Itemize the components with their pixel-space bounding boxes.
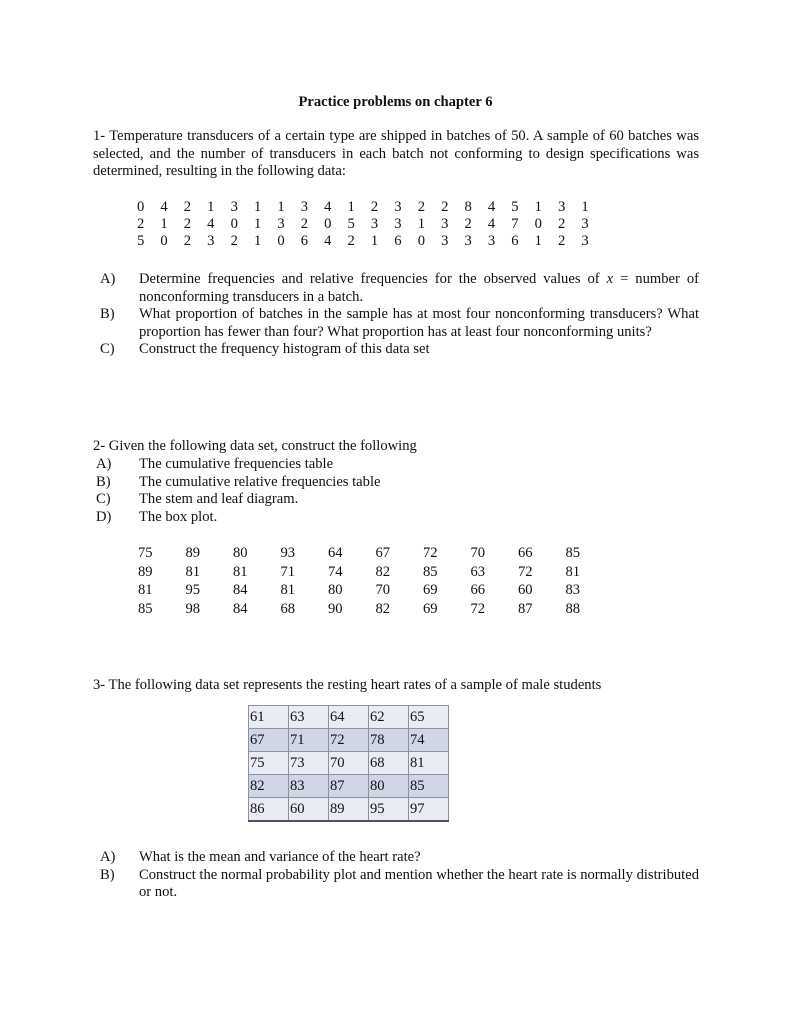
data-row xyxy=(138,544,613,563)
data-value: 3 xyxy=(230,199,238,215)
data-value: 2 xyxy=(230,233,238,249)
data-value: 3 xyxy=(441,233,449,249)
question-letter: C) xyxy=(100,341,115,358)
data-value: 70 xyxy=(470,545,486,561)
data-value: 4 xyxy=(324,233,332,249)
data-value: 2 xyxy=(137,216,145,232)
data-value: 5 xyxy=(137,233,145,249)
data-value: 89 xyxy=(185,545,201,561)
data-value: 98 xyxy=(185,600,201,617)
data-value: 0 xyxy=(534,216,542,232)
page-title: Practice problems on chapter 6 xyxy=(298,94,493,110)
data-value: 3 xyxy=(370,216,379,232)
table-cell: 83 xyxy=(289,775,329,798)
data-value: 90 xyxy=(328,600,343,617)
data-value: 81 xyxy=(138,582,153,599)
data-row xyxy=(138,600,613,619)
data-value: 4 xyxy=(324,199,332,215)
data-value: 1 xyxy=(160,216,168,232)
table-cell: 64 xyxy=(329,706,369,729)
question-letter: D) xyxy=(96,508,112,525)
problem-2-questions xyxy=(93,456,699,526)
data-row xyxy=(138,563,613,582)
question-letter: C) xyxy=(96,491,111,508)
data-value: 1 xyxy=(253,216,262,232)
table-cell: 70 xyxy=(329,752,369,775)
question-text: The cumulative relative frequencies table xyxy=(139,473,381,490)
data-value: 2 xyxy=(183,199,192,215)
data-value: 93 xyxy=(280,545,296,561)
data-value: 6 xyxy=(394,233,402,249)
table-cell: 82 xyxy=(249,775,289,798)
data-value: 87 xyxy=(518,600,533,617)
data-value: 83 xyxy=(565,582,581,599)
data-value: 82 xyxy=(375,600,391,617)
data-value: 81 xyxy=(280,582,296,599)
data-value: 2 xyxy=(464,216,472,232)
question-item xyxy=(93,474,699,492)
question-item xyxy=(93,456,699,474)
data-value: 81 xyxy=(185,563,201,580)
data-value: 60 xyxy=(518,582,533,599)
data-value: 81 xyxy=(233,563,248,580)
data-value: 3 xyxy=(207,233,215,249)
data-row xyxy=(138,581,613,600)
data-value: 64 xyxy=(328,545,343,561)
data-value: 8 xyxy=(464,199,472,215)
question-letter: B) xyxy=(100,866,115,883)
data-value: 80 xyxy=(328,582,343,599)
data-value: 69 xyxy=(423,600,438,617)
data-value: 67 xyxy=(375,545,391,561)
data-value: 2 xyxy=(300,216,309,232)
data-value: 4 xyxy=(207,216,215,232)
question-letter: A) xyxy=(96,456,112,472)
problem-1-data-grid xyxy=(137,199,605,250)
data-value: 68 xyxy=(280,600,296,617)
data-value: 3 xyxy=(441,216,449,232)
table-row xyxy=(249,752,449,775)
data-value: 2 xyxy=(558,233,566,249)
data-value: 80 xyxy=(233,545,248,561)
data-value: 2 xyxy=(417,199,425,215)
data-value: 63 xyxy=(470,563,486,580)
data-value: 3 xyxy=(394,216,402,232)
data-value: 95 xyxy=(185,582,201,599)
question-text xyxy=(139,271,699,306)
data-value: 88 xyxy=(565,600,581,617)
data-value: 2 xyxy=(558,216,566,232)
table-cell: 71 xyxy=(289,729,329,752)
data-value: 3 xyxy=(464,233,472,249)
table-row xyxy=(249,798,449,822)
problem-3-intro: 3- The following data set represents the resting heart rates of a sample of male students xyxy=(93,677,602,693)
problem-1-questions xyxy=(93,271,699,359)
question-text: What proportion of batches in the sample has at most four nonconforming transducers? What proportion has fewer than four? What proportion has at least four nonconforming units? xyxy=(139,306,699,340)
data-value: 3 xyxy=(581,233,589,249)
table-cell: 95 xyxy=(369,798,409,822)
data-value: 72 xyxy=(518,563,533,580)
table-cell: 72 xyxy=(329,729,369,752)
data-value: 1 xyxy=(370,233,379,249)
data-value: 2 xyxy=(370,199,379,215)
data-row xyxy=(137,216,605,233)
table-cell: 74 xyxy=(409,729,449,752)
data-value: 4 xyxy=(487,216,496,232)
question-letter: B) xyxy=(100,306,115,323)
data-value: 72 xyxy=(470,600,486,617)
data-row xyxy=(137,199,605,216)
table-cell: 67 xyxy=(249,729,289,752)
data-row xyxy=(137,233,605,250)
question-item xyxy=(93,306,699,341)
question-text: The cumulative frequencies table xyxy=(139,456,334,472)
data-value: 5 xyxy=(347,216,355,232)
data-value: 7 xyxy=(511,216,519,232)
data-value: 3 xyxy=(581,216,589,232)
question-item xyxy=(93,509,699,527)
table-row xyxy=(249,706,449,729)
data-value: 66 xyxy=(518,545,533,561)
data-value: 6 xyxy=(511,233,519,249)
table-row xyxy=(249,729,449,752)
data-value: 0 xyxy=(324,216,332,232)
data-value: 1 xyxy=(534,199,542,215)
table-row xyxy=(249,775,449,798)
data-value: 2 xyxy=(347,233,355,249)
data-value: 0 xyxy=(417,233,425,249)
data-value: 85 xyxy=(138,600,153,617)
data-value: 4 xyxy=(160,199,168,215)
question-item xyxy=(93,271,699,306)
problem-2-intro: 2- Given the following data set, construct the following xyxy=(93,438,417,454)
problem-3-questions xyxy=(93,849,699,902)
table-cell: 80 xyxy=(369,775,409,798)
table-cell: 78 xyxy=(369,729,409,752)
question-letter: B) xyxy=(96,473,111,490)
data-value: 72 xyxy=(423,545,438,561)
question-text: The box plot. xyxy=(139,508,218,525)
data-value: 1 xyxy=(581,199,589,215)
data-value: 3 xyxy=(300,199,309,215)
data-value: 69 xyxy=(423,582,438,599)
data-value: 75 xyxy=(138,545,153,561)
question-item xyxy=(93,491,699,509)
data-value: 0 xyxy=(277,233,285,249)
question-item xyxy=(93,867,699,902)
question-item xyxy=(93,341,699,359)
data-value: 84 xyxy=(233,582,248,599)
data-value: 4 xyxy=(487,199,496,215)
data-value: 1 xyxy=(207,199,215,215)
data-value: 82 xyxy=(375,563,391,580)
table-cell: 81 xyxy=(409,752,449,775)
table-cell: 63 xyxy=(289,706,329,729)
table-cell: 97 xyxy=(409,798,449,822)
question-text: What is the mean and variance of the heart rate? xyxy=(139,849,421,865)
question-text-part: Determine frequencies and relative frequencies for the observed values of xyxy=(139,271,607,287)
data-value: 0 xyxy=(230,216,238,232)
data-value: 1 xyxy=(253,199,262,215)
table-cell: 85 xyxy=(409,775,449,798)
table-cell: 62 xyxy=(369,706,409,729)
table-cell: 86 xyxy=(249,798,289,822)
data-value: 1 xyxy=(534,233,542,249)
data-value: 3 xyxy=(277,216,285,232)
table-cell: 61 xyxy=(249,706,289,729)
table-cell: 65 xyxy=(409,706,449,729)
data-value: 71 xyxy=(280,563,296,580)
question-text: The stem and leaf diagram. xyxy=(139,491,299,508)
data-value: 1 xyxy=(253,233,262,249)
data-value: 0 xyxy=(137,199,145,215)
data-value: 3 xyxy=(558,199,566,215)
table-cell: 68 xyxy=(369,752,409,775)
question-text: Construct the normal probability plot and mention whether the heart rate is normally distributed or not. xyxy=(139,866,699,901)
data-value: 2 xyxy=(441,199,449,215)
data-value: 89 xyxy=(138,563,153,580)
table-cell: 75 xyxy=(249,752,289,775)
data-value: 85 xyxy=(423,563,438,580)
data-value: 81 xyxy=(565,563,581,580)
question-item xyxy=(93,849,699,867)
table-cell: 60 xyxy=(289,798,329,822)
data-value: 74 xyxy=(328,563,343,580)
data-value: 1 xyxy=(277,199,285,215)
data-value: 1 xyxy=(417,216,425,232)
variable-x: x xyxy=(606,271,614,287)
data-value: 1 xyxy=(347,199,355,215)
question-text-part: = number of nonconforming transducers in a batch. xyxy=(139,271,699,305)
table-cell: 89 xyxy=(329,798,369,822)
question-letter: A) xyxy=(100,849,116,865)
data-value: 6 xyxy=(300,233,309,249)
problem-1-intro: 1- Temperature transducers of a certain type are shipped in batches of 50. A sample of 60 batches was selected, and the number of transducers in each batch not conforming to design specifications was determined, resulting in the following data: xyxy=(93,128,699,180)
data-value: 84 xyxy=(233,600,248,617)
data-value: 0 xyxy=(160,233,168,249)
data-value: 5 xyxy=(511,199,519,215)
data-value: 2 xyxy=(183,233,192,249)
data-value: 70 xyxy=(375,582,391,599)
data-value: 85 xyxy=(565,545,581,561)
problem-2-data-grid xyxy=(138,544,613,618)
data-value: 66 xyxy=(470,582,486,599)
data-value: 3 xyxy=(487,233,496,249)
question-text: Construct the frequency histogram of this data set xyxy=(139,341,430,358)
question-letter: A) xyxy=(100,271,116,287)
table-cell: 87 xyxy=(329,775,369,798)
table-cell: 73 xyxy=(289,752,329,775)
data-value: 2 xyxy=(183,216,192,232)
heart-rate-table xyxy=(248,705,449,822)
data-value: 3 xyxy=(394,199,402,215)
